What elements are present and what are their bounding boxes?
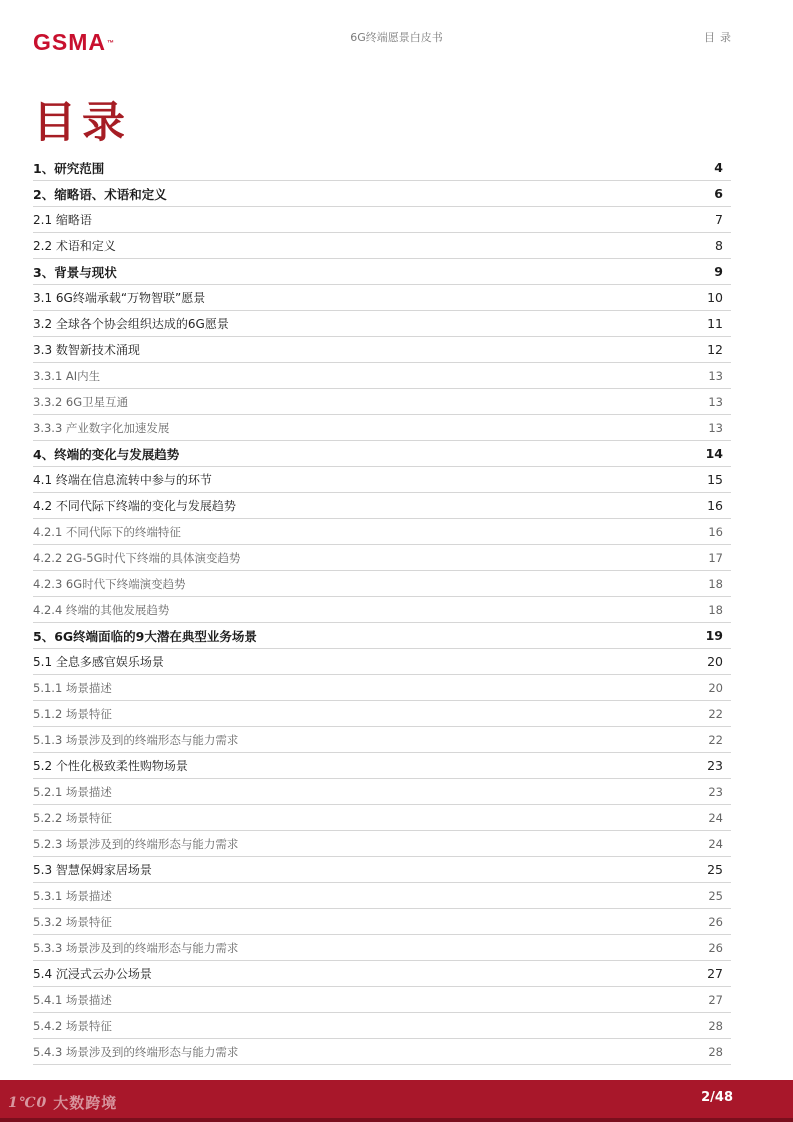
logo-trademark: ™ <box>107 40 115 47</box>
toc-entry-page-number: 16 <box>708 524 723 539</box>
toc-entry-page-number: 7 <box>715 212 723 227</box>
toc-entry-page-number: 16 <box>707 498 723 513</box>
toc-entry-label: 5.1.3 场景涉及到的终端形态与能力需求 <box>33 732 239 747</box>
toc-entry[interactable] <box>33 805 731 831</box>
toc-entry-label: 3、背景与现状 <box>33 264 117 280</box>
toc-entry-label: 5.1.1 场景描述 <box>33 680 112 695</box>
toc-entry-page-number: 26 <box>708 914 723 929</box>
toc-entry-label: 5、6G终端面临的9大潜在典型业务场景 <box>33 628 257 644</box>
toc-entry-label: 5.4.1 场景描述 <box>33 992 112 1007</box>
toc-entry[interactable] <box>33 987 731 1013</box>
watermark-logo <box>8 1092 117 1113</box>
toc-entry-page-number: 14 <box>705 446 723 461</box>
toc-entry[interactable] <box>33 1039 731 1065</box>
toc-entry-page-number: 20 <box>708 680 723 695</box>
toc-entry-label: 5.2.1 场景描述 <box>33 784 112 799</box>
toc-entry-label: 5.3.3 场景涉及到的终端形态与能力需求 <box>33 940 239 955</box>
toc-entry[interactable] <box>33 337 731 363</box>
toc-entry-page-number: 11 <box>707 316 723 331</box>
toc-entry[interactable] <box>33 441 731 467</box>
table-of-contents <box>33 155 731 1065</box>
watermark-mark: 1℃0 <box>8 1094 48 1111</box>
section-label: 目录 <box>704 31 736 44</box>
toc-entry-label: 3.3.1 AI内生 <box>33 368 101 383</box>
toc-entry-page-number: 27 <box>707 966 723 981</box>
toc-entry-label: 5.3 智慧保姆家居场景 <box>33 863 152 877</box>
document-title: 6G终端愿景白皮书 <box>350 31 443 44</box>
toc-entry-page-number: 24 <box>708 810 723 825</box>
toc-entry-page-number: 18 <box>708 602 723 617</box>
toc-entry[interactable] <box>33 311 731 337</box>
toc-entry-label: 2.2 术语和定义 <box>33 239 116 253</box>
toc-entry[interactable] <box>33 155 731 181</box>
toc-entry[interactable] <box>33 623 731 649</box>
toc-entry-label: 5.1.2 场景特征 <box>33 706 112 721</box>
toc-entry-label: 1、研究范围 <box>33 160 105 176</box>
toc-entry[interactable] <box>33 493 731 519</box>
toc-entry-page-number: 25 <box>707 862 723 877</box>
toc-entry[interactable] <box>33 909 731 935</box>
toc-entry-page-number: 19 <box>705 628 723 643</box>
toc-entry-label: 5.2.3 场景涉及到的终端形态与能力需求 <box>33 836 239 851</box>
toc-entry[interactable] <box>33 233 731 259</box>
toc-entry-label: 4.2.2 2G-5G时代下终端的具体演变趋势 <box>33 550 241 565</box>
toc-entry-page-number: 9 <box>714 264 723 279</box>
toc-entry-label: 5.4.2 场景特征 <box>33 1018 112 1033</box>
toc-entry-page-number: 15 <box>707 472 723 487</box>
toc-entry-page-number: 18 <box>708 576 723 591</box>
toc-entry-label: 2.1 缩略语 <box>33 213 92 227</box>
toc-entry-label: 3.2 全球各个协会组织达成的6G愿景 <box>33 317 229 331</box>
page-number: 2/48 <box>701 1090 733 1105</box>
toc-entry-page-number: 25 <box>708 888 723 903</box>
toc-entry[interactable] <box>33 857 731 883</box>
toc-entry-page-number: 28 <box>708 1018 723 1033</box>
toc-entry-label: 3.1 6G终端承载“万物智联”愿景 <box>33 291 206 305</box>
toc-entry-label: 4.1 终端在信息流转中参与的环节 <box>33 473 212 487</box>
toc-entry-label: 3.3.3 产业数字化加速发展 <box>33 420 170 435</box>
toc-entry-page-number: 20 <box>707 654 723 669</box>
toc-entry[interactable] <box>33 597 731 623</box>
page-header <box>0 0 793 70</box>
footer-strip <box>0 1118 793 1122</box>
toc-entry-label: 5.4.3 场景涉及到的终端形态与能力需求 <box>33 1044 239 1059</box>
toc-entry[interactable] <box>33 259 731 285</box>
toc-entry-label: 5.3.1 场景描述 <box>33 888 112 903</box>
toc-entry-label: 5.1 全息多感官娱乐场景 <box>33 655 164 669</box>
toc-entry[interactable] <box>33 649 731 675</box>
toc-entry-label: 2、缩略语、术语和定义 <box>33 186 167 202</box>
toc-entry[interactable] <box>33 545 731 571</box>
toc-entry-page-number: 4 <box>714 160 723 175</box>
toc-entry[interactable] <box>33 1013 731 1039</box>
toc-entry[interactable] <box>33 961 731 987</box>
toc-entry-label: 5.2.2 场景特征 <box>33 810 112 825</box>
toc-entry[interactable] <box>33 467 731 493</box>
toc-entry-page-number: 26 <box>708 940 723 955</box>
page-title: 目录 <box>33 98 131 148</box>
toc-entry-label: 4.2.1 不同代际下的终端特征 <box>33 524 181 539</box>
toc-entry-page-number: 22 <box>708 732 723 747</box>
page-footer <box>0 1080 793 1122</box>
toc-entry-page-number: 22 <box>708 706 723 721</box>
toc-entry-page-number: 27 <box>708 992 723 1007</box>
toc-entry[interactable] <box>33 207 731 233</box>
toc-entry-label: 5.3.2 场景特征 <box>33 914 112 929</box>
toc-entry[interactable] <box>33 363 731 389</box>
toc-entry[interactable] <box>33 389 731 415</box>
toc-entry[interactable] <box>33 415 731 441</box>
toc-entry-page-number: 28 <box>708 1044 723 1059</box>
toc-entry-page-number: 23 <box>708 784 723 799</box>
toc-entry-label: 5.4 沉浸式云办公场景 <box>33 967 152 981</box>
toc-entry[interactable] <box>33 727 731 753</box>
toc-entry-label: 4.2.3 6G时代下终端演变趋势 <box>33 576 186 591</box>
toc-entry[interactable] <box>33 753 731 779</box>
toc-entry-page-number: 13 <box>708 420 723 435</box>
toc-entry[interactable] <box>33 883 731 909</box>
toc-entry-page-number: 12 <box>707 342 723 357</box>
toc-entry-page-number: 24 <box>708 836 723 851</box>
toc-entry[interactable] <box>33 181 731 207</box>
toc-entry-label: 4.2.4 终端的其他发展趋势 <box>33 602 170 617</box>
toc-entry-page-number: 23 <box>707 758 723 773</box>
toc-entry[interactable] <box>33 675 731 701</box>
toc-entry-page-number: 8 <box>715 238 723 253</box>
toc-entry-page-number: 6 <box>714 186 723 201</box>
watermark-text: 大数跨境 <box>53 1094 118 1112</box>
toc-entry-label: 5.2 个性化极致柔性购物场景 <box>33 759 188 773</box>
toc-entry-page-number: 13 <box>708 394 723 409</box>
toc-entry-label: 3.3.2 6G卫星互通 <box>33 394 129 409</box>
toc-entry[interactable] <box>33 779 731 805</box>
toc-entry-page-number: 13 <box>708 368 723 383</box>
toc-entry[interactable] <box>33 935 731 961</box>
toc-entry[interactable] <box>33 519 731 545</box>
toc-entry[interactable] <box>33 285 731 311</box>
toc-entry-label: 4、终端的变化与发展趋势 <box>33 446 180 462</box>
logo-text: GSMA <box>33 29 106 55</box>
toc-entry-page-number: 17 <box>708 550 723 565</box>
toc-entry[interactable] <box>33 571 731 597</box>
toc-entry-page-number: 10 <box>707 290 723 305</box>
toc-entry[interactable] <box>33 701 731 727</box>
toc-entry[interactable] <box>33 831 731 857</box>
toc-entry-label: 4.2 不同代际下终端的变化与发展趋势 <box>33 499 236 513</box>
toc-entry-label: 3.3 数智新技术涌现 <box>33 343 140 357</box>
